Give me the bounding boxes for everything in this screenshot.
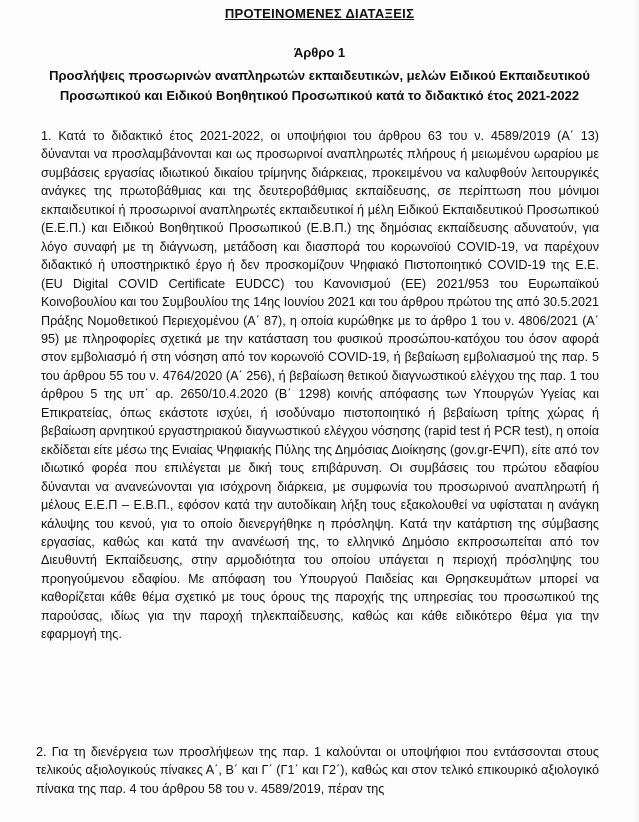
article-title: Προσλήψεις προσωρινών αναπληρωτών εκπαιδευτικών, μελών Ειδικού Εκπαιδευτικού Προσωπικού και Ειδικού Βοηθητικού Προσωπικού κατά το διδακτικό έτος 2021-2022 [49,68,590,103]
scan-edge-shadow [633,0,639,822]
article-number: Άρθρο 1 [293,45,346,60]
paragraph-2 [36,743,599,798]
document-heading: ΠΡΟΤΕΙΝΟΜΕΝΕΣ ΔΙΑΤΑΞΕΙΣ [224,6,415,21]
paragraph-1 [41,127,599,644]
paragraph-1-text: 1. Κατά το διδακτικό έτος 2021-2022, οι υποψήφιοι του άρθρου 63 του ν. 4589/2019 (Α΄ 13) δύνανται να προσλαμβάνονται και ως προσωρινοί αναπληρωτές πλήρους ή μειωμένου ωραρίου με συμβάσεις εργασίας ιδιωτικού δικαίου τρίμηνης διάρκειας, προκειμένου να καλυφθούν λειτουργικές ανάγκες της πρωτοβάθμιας και της δευτεροβάθμιας εκπαίδευσης, σε περίπτωση που μόνιμοι εκπαιδευτικοί ή προσωρινοί αναπληρωτές εκπαιδευτικοί ή μέλη Ειδικού Εκπαιδευτικού Προσωπικού (Ε.Ε.Π.) και Ειδικού Βοηθητικού Προσωπικού (Ε.Β.Π.) της δημόσιας εκπαίδευσης αδυνατούν, για λόγο συναφή με τη διάγνωση, μετάδοση και διασπορά του κορωνοϊού COVID-19, να παρέχουν διδακτικό ή υποστηρικτικό έργο ή δεν προσκομίζουν Ψηφιακό Πιστοποιητικό COVID-19 της Ε.Ε. (EU Digital COVID Certificate EUDCC) του Κανονισμού (ΕΕ) 2021/953 του Ευρωπαϊκού Κοινοβουλίου και του Συμβουλίου της 14ης Ιουνίου 2021 και του άρθρου πρώτου της από 30.5.2021 Πράξης Νομοθετικού Περιεχομένου (Α΄ 87), η οποία κυρώθηκε με το άρθρο 1 του ν. 4806/2021 (Α΄ 95) με πληροφορίες σχετικά με την κατάσταση του φυσικού προσώπου-κατόχου του όσον αφορά στον εμβολιασμό ή στη νόσηση από τον κορωνοϊό COVID-19, ή βεβαίωση εμβολιασμού της παρ. 5 του άρθρου 55 του ν. 4764/2020 (Α΄ 256), ή βεβαίωση θετικού διαγνωστικού ελέγχου της παρ. 1 του άρθρου 5 της υπ΄ αρ. 2650/10.4.2020 (Β΄ 1298) κοινής απόφασης των Υπουργών Υγείας και Επικρατείας, όπως εκάστοτε ισχύει, ή ισοδύναμο πιστοποιητικό ή βεβαίωση τρίτης χώρας ή βεβαίωση αρνητικού εργαστηριακού διαγνωστικού ελέγχου νόσησης (rapid test ή PCR test), η οποία εκδίδεται είτε μέσω της Ενιαίας Ψηφιακής Πύλης της Δημόσιας Διοίκησης (gov.gr-ΕΨΠ), είτε από τον ιδιωτικό φορέα που επιλέγεται με δική τους επιβάρυνση. Οι συμβάσεις του πρώτου εδαφίου δύνανται να ανανεώνονται για ισόχρονη διάρκεια, με συμφωνία του προσωρινού αναπληρωτή ή μέλους Ε.Ε.Π – Ε.Β.Π., εφόσον κατά την αυτοδίκαιη λήξη τους εξακολουθεί να υφίσταται η ανάγκη κάλυψης του κενού, για το οποίο διενεργήθηκε η πρόσληψη. Κατά την κατάρτιση της σύμβασης εργασίας, καθώς και κατά την ανανέωσή της, το ελληνικό Δημόσιο εκπροσωπείται από τον Διευθυντή Εκπαίδευσης, στην αρμοδιότητα του οποίου υπάγεται η περιοχή πρόσληψης του προηγούμενου εδαφίου. Με απόφαση του Υπουργού Παιδείας και Θρησκευμάτων μπορεί να καθορίζεται κάθε θέμα σχετικό με τους όρους της παροχής της υπηρεσίας του προσωπικού της παρούσας, ιδίως για την παροχή τηλεκπαίδευσης, καθώς και κάθε ειδικότερο θέμα για την εφαρμογή της. [41,129,599,642]
paragraph-2-text: 2. Για τη διενέργεια των προσλήψεων της παρ. 1 καλούνται οι υποψήφιοι που εντάσσονται στους τελικούς αξιολογικούς πίνακες Α΄, Β΄ και Γ΄ (Γ1΄ και Γ2΄), καθώς και στον τελικό επικουρικό αξιολογικό πίνακα της παρ. 4 του άρθρου 58 του ν. 4589/2019, πέραν της [36,745,599,796]
